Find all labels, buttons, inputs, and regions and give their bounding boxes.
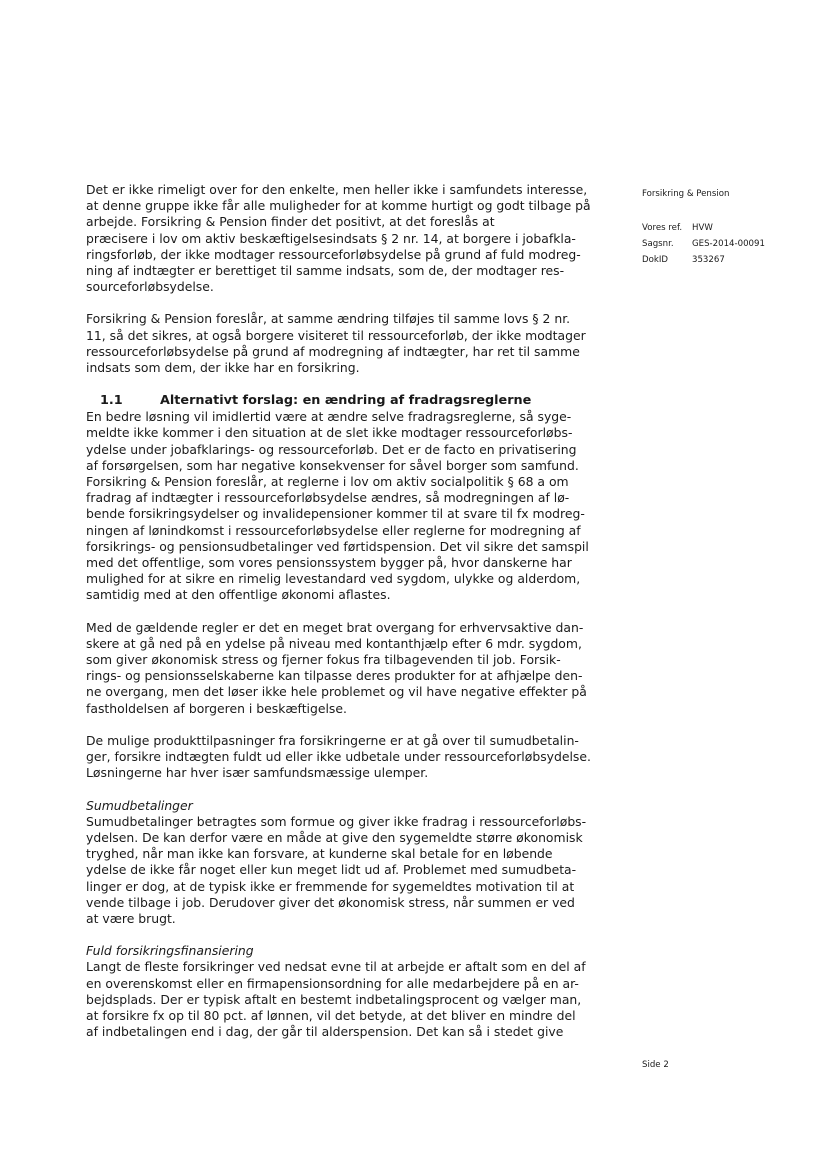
ref-label: Vores ref. xyxy=(642,223,683,233)
paragraph-7 xyxy=(86,959,590,1040)
text-line: ningen af lønindkomst i ressourceforløbsydelse eller reglerne for modregning af xyxy=(86,522,581,538)
text-line: tryghed, når man ikke kan forsvare, at kunderne skal betale for en løbende xyxy=(86,846,553,862)
text-line: Sumudbetalinger betragtes som formue og giver ikke fradrag i ressourceforløbs- xyxy=(86,813,587,829)
ref-row xyxy=(642,236,822,252)
text-line: af forsørgelsen, som har negative konsekvenser for såvel borger som samfund. xyxy=(86,457,579,473)
paragraph-1 xyxy=(86,182,590,295)
text-line: En bedre løsning vil imidlertid være at ændre selve fradragsreglerne, så syge- xyxy=(86,409,572,425)
text-line: arbejde. Forsikring & Pension finder det positivt, at det foreslås at xyxy=(86,214,495,230)
text-line: meldte ikke kommer i den situation at de slet ikke modtager ressourceforløbs- xyxy=(86,425,573,441)
text-line: af indbetalingen end i dag, der går til alderspension. Det kan så i stedet give xyxy=(86,1024,564,1040)
text-line: Forsikring & Pension foreslår, at reglerne i lov om aktiv socialpolitik § 68 a om xyxy=(86,474,569,490)
text-line: som giver økonomisk stress og fjerner fokus fra tilbagevenden til job. Forsik- xyxy=(86,652,561,668)
text-line: præcisere i lov om aktiv beskæftigelsesindsats § 2 nr. 14, at borgere i jobafkla- xyxy=(86,230,576,246)
page-number: Side 2 xyxy=(642,1060,669,1070)
paragraph-6 xyxy=(86,814,590,927)
paragraph-4 xyxy=(86,620,590,717)
text-line: samtidig med at den offentlige økonomi aflastes. xyxy=(86,587,391,603)
ref-value: 353267 xyxy=(692,255,725,265)
paragraph-5 xyxy=(86,733,590,782)
text-line: at denne gruppe ikke får alle muligheder for at komme hurtigt og godt tilbage på xyxy=(86,198,591,214)
text-line: 11, så det sikres, at også borgere visiteret til ressourceforløb, der ikke modtager xyxy=(86,327,586,343)
text-line: vende tilbage i job. Derudover giver det økonomisk stress, når summen er ved xyxy=(86,894,575,910)
text-line: ger, forsikre indtægten fuldt ud eller ikke udbetale under ressourceforløbsydelse. xyxy=(86,749,591,765)
text-line: De mulige produkttilpasninger fra forsikringerne er at gå over til sumudbetalin- xyxy=(86,732,579,748)
text-line: indsats som dem, der ikke har en forsikring. xyxy=(86,360,360,376)
text-line: en overenskomst eller en firmapensionsordning for alle medarbejdere på en ar- xyxy=(86,975,579,991)
text-line: med det offentlige, som vores pensionssystem bygger på, hvor danskerne har xyxy=(86,555,572,571)
text-line: ning af indtægter er berettiget til samme indsats, som de, der modtager res- xyxy=(86,263,565,279)
ref-value: HVW xyxy=(692,223,713,233)
ref-row xyxy=(642,252,822,268)
text-line: rings- og pensionsselskaberne kan tilpasse deres produkter for at afhjælpe den- xyxy=(86,668,583,684)
text-line: bejdsplads. Der er typisk aftalt en bestemt indbetalingsprocent og vælger man, xyxy=(86,991,582,1007)
text-line: Det er ikke rimeligt over for den enkelte, men heller ikke i samfundets interesse, xyxy=(86,182,588,197)
text-line: Med de gældende regler er det en meget brat overgang for erhvervsaktive dan- xyxy=(86,619,584,635)
subheading-fuld-forsikringsfinansiering: Fuld forsikringsfinansiering xyxy=(86,943,254,959)
text-line: at være brugt. xyxy=(86,910,176,926)
section-heading xyxy=(86,392,590,409)
text-line: at forsikre fx op til 80 pct. af lønnen, vil det betyde, at det bliver en mindre del xyxy=(86,1007,576,1023)
text-line: ringsforløb, der ikke modtager ressourceforløbsydelse på grund af fuld modreg- xyxy=(86,246,581,262)
ref-label: Sagsnr. xyxy=(642,239,674,249)
text-line: ne overgang, men det løser ikke hele problemet og vil have negative effekter på xyxy=(86,684,587,700)
company-name: Forsikring & Pension xyxy=(642,189,730,199)
text-line: fradrag af indtægter i ressourceforløbsydelse ændres, så modregningen af lø- xyxy=(86,490,570,506)
text-line: ressourceforløbsydelse på grund af modregning af indtægter, har ret til samme xyxy=(86,343,580,359)
text-line: linger er dog, at de typisk ikke er fremmende for sygemeldtes motivation til at xyxy=(86,878,575,894)
text-line: ydelsen. De kan derfor være en måde at give den sygemeldte større økonomisk xyxy=(86,829,583,845)
section-number: 1.1 xyxy=(100,393,123,409)
ref-row xyxy=(642,220,822,236)
paragraph-2 xyxy=(86,311,590,376)
sidebar-metadata xyxy=(642,186,822,268)
text-line: forsikrings- og pensionsudbetalinger ved førtidspension. Det vil sikre det samspil xyxy=(86,538,589,554)
text-line: ydelse de ikke får noget eller kun meget lidt ud af. Problemet med sumudbeta- xyxy=(86,862,577,878)
text-line: mulighed for at sikre en rimelig levestandard ved sygdom, ulykke og alderdom, xyxy=(86,571,581,587)
subheading-sumudbetalinger: Sumudbetalinger xyxy=(86,797,193,813)
text-line: fastholdelsen af borgeren i beskæftigelse. xyxy=(86,700,347,716)
text-line: Forsikring & Pension foreslår, at samme ændring tilføjes til samme lovs § 2 nr. xyxy=(86,311,571,327)
paragraph-3 xyxy=(86,409,590,603)
section-title: Alternativt forslag: en ændring af fradragsreglerne xyxy=(160,393,532,409)
ref-value: GES-2014-00091 xyxy=(692,239,765,249)
text-line: bende forsikringsydelser og invalidepensioner kommer til at svare til fx modreg- xyxy=(86,506,585,522)
document-body xyxy=(86,182,590,1040)
ref-label: DokID xyxy=(642,255,669,265)
text-line: skere at gå ned på en ydelse på niveau med kontanthjælp efter 6 mdr. sygdom, xyxy=(86,635,582,651)
text-line: Løsningerne har hver især samfundsmæssige ulemper. xyxy=(86,765,429,781)
text-line: Langt de fleste forsikringer ved nedsat evne til at arbejde er aftalt som en del af xyxy=(86,959,586,975)
text-line: sourceforløbsydelse. xyxy=(86,279,214,295)
text-line: ydelse under jobafklarings- og ressourceforløb. Det er de facto en privatisering xyxy=(86,441,577,457)
